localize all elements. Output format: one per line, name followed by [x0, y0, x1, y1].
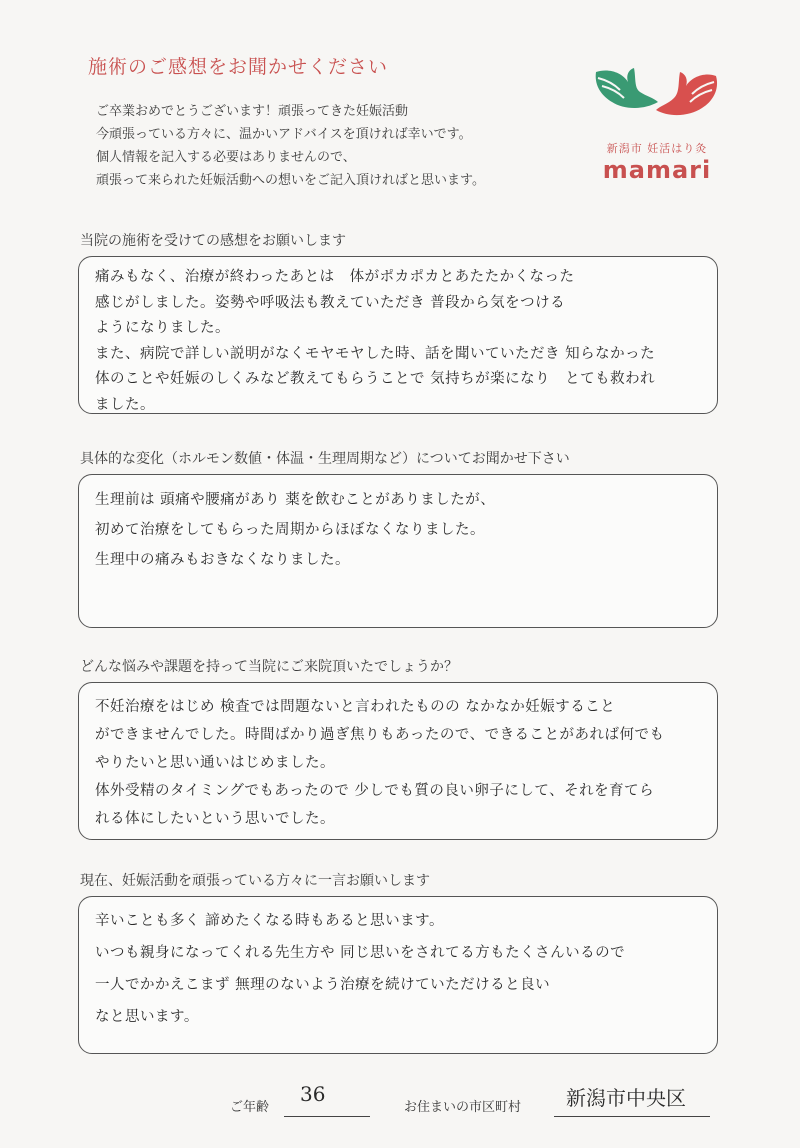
answer-text [95, 693, 707, 833]
logo-subtitle: 新潟市 妊活はり灸 [606, 142, 708, 155]
answer-text [95, 905, 707, 1033]
intro-text [96, 100, 576, 192]
answer-line: 初めて治療をしてもらった周期からほぼなくなりました。 [95, 522, 485, 538]
answer-line: 感じがしました。姿勢や呼吸法も教えていただき 普段から気をつける [95, 294, 566, 311]
answer-line: 痛みもなく、治療が終わったあとは 体がポカポカとあたたかくなった [95, 269, 575, 285]
answer-line: やりたいと思い通いはじめました。 [95, 755, 335, 771]
answer-line: 不妊治療をはじめ 検査では問題ないと言われたものの なかなか妊娠すること [95, 699, 616, 715]
birds-icon [588, 58, 728, 138]
answer-line: ようになりました。 [95, 320, 230, 336]
answer-box [78, 256, 718, 414]
answer-line: 体外受精のタイミングでもあったので 少しでも質の良い卵子にして、それを育てら [95, 783, 655, 799]
city-underline [554, 1116, 710, 1117]
intro-line: 今頑張っている方々に、温かいアドバイスを頂ければ幸いです。 [96, 127, 472, 142]
city-label: お住まいの市区町村 [404, 1100, 522, 1115]
page-title: 施術のご感想をお聞かせください [88, 56, 389, 78]
question-label: 現在、妊娠活動を頑張っている方々に一言お願いします [80, 873, 430, 889]
age-value: 36 [300, 1082, 326, 1106]
answer-line: ができませんでした。時間ばかり過ぎ焦りもあったので、できることがあれば何でも [95, 727, 665, 743]
age-underline [284, 1116, 370, 1117]
answer-line: 一人でかかえこまず 無理のないよう治療を続けていただけると良い [95, 977, 551, 993]
intro-line: 頑張って来られた妊娠活動への想いをご記入頂ければと思います。 [96, 173, 485, 188]
question-label: どんな悩みや課題を持って当院にご来院頂いたでしょうか？ [80, 659, 458, 675]
answer-line: 辛いことも多く 諦めたくなる時もあると思います。 [95, 913, 444, 929]
question-label: 当院の施術を受けての感想をお願いします [80, 233, 346, 249]
footer [0, 1082, 800, 1122]
answer-line: 生理前は 頭痛や腰痛があり 薬を飲むことがありましたが、 [95, 492, 496, 508]
age-label: ご年齢 [230, 1100, 270, 1115]
answer-line: れる体にしたいという思いでした。 [95, 811, 335, 827]
intro-line: ご卒業おめでとうございます！頑張ってきた妊娠活動 [96, 104, 409, 119]
intro-line: 個人情報を記入する必要はありませんので、 [96, 150, 356, 165]
answer-box [78, 682, 718, 840]
answer-text [95, 265, 707, 418]
answer-line: 体のことや妊娠のしくみなど教えてもらうことで 気持ちが楽になり とても救われ [95, 371, 656, 387]
answer-line: また、病院で詳しい説明がなくモヤモヤした時、話を聞いていただき 知らなかった [95, 345, 656, 362]
mamari-logo [588, 58, 728, 188]
answer-box [78, 474, 718, 628]
logo-name: mamari [602, 156, 712, 184]
city-value: 新潟市中央区 [566, 1086, 686, 1110]
answer-line: いつも親身になってくれる先生方や 同じ思いをされてる方もたくさんいるので [95, 945, 626, 961]
question-label: 具体的な変化（ホルモン数値・体温・生理周期など）についてお聞かせ下さい [80, 451, 570, 467]
answer-line: なと思います。 [95, 1009, 199, 1025]
answer-text [95, 485, 707, 575]
answer-box [78, 896, 718, 1054]
answer-line: ました。 [95, 396, 155, 413]
answer-line: 生理中の痛みもおきなくなりました。 [95, 552, 350, 568]
